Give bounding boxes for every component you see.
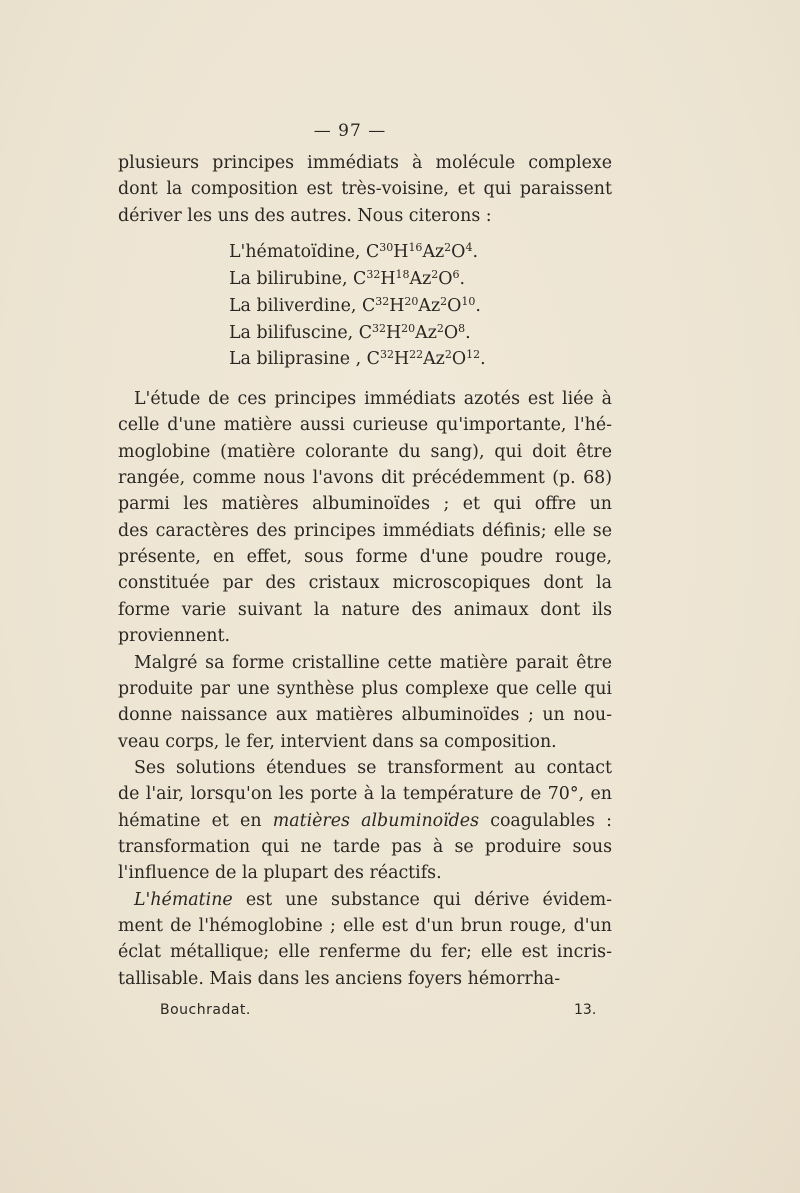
compound-name: La bilifuscine, [229,323,359,343]
text-line: moglobine (matière colorante du sang), qui doit être [118,442,612,462]
formula-line: L'hématoïdine, $C^{30}H^{16}Az^2O^4$. [229,241,478,262]
text-line: l'influence de la plupart des réactifs. [118,863,442,883]
text-line: ment de l'hémoglobine ; elle est d'un brun rouge, d'un [118,916,612,936]
text-line: présente, en effet, sous forme d'une poudre rouge, [118,547,612,567]
compound-name: La biliprasine , [229,349,367,369]
text-line: hématine et en matières albuminoïdes coagulables : [118,811,613,831]
formula-line: La bilirubine, $C^{32}H^{18}Az^2O^6$. [229,268,466,289]
text-line: celle d'une matière aussi curieuse qu'importante, l'hé- [118,415,612,435]
text-line: de l'air, lorsqu'on les porte à la température de 70°, en [118,784,612,804]
text-line: constituée par des cristaux microscopiques dont la [118,573,612,593]
text-line: L'hématine est une substance qui dérive évidem- [134,890,612,910]
footer-signature-mark: 13. [574,1002,597,1018]
text-line: dont la composition est très-voisine, et qui paraissent [118,179,612,199]
text-line: rangée, comme nous l'avons dit précédemment (p. 68) [118,468,612,488]
text-line: tallisable. Mais dans les anciens foyers hémorrha- [118,969,561,989]
text-line: proviennent. [118,626,231,646]
text-line: veau corps, le fer, intervient dans sa composition. [118,732,557,752]
text-line: dériver les uns des autres. Nous citerons : [118,206,492,226]
text-line: L'étude de ces principes immédiats azotés est liée à [134,389,612,409]
text-line: forme varie suivant la nature des animaux dont ils [118,600,612,620]
text-line: parmi les matières albuminoïdes ; et qui offre un [118,494,612,514]
page-number: — 97 — [313,121,387,141]
formula-line: La biliprasine , $C^{32}H^{22}Az^2O^{12}$. [229,348,486,369]
text-line: éclat métallique; elle renferme du fer; elle est incris- [118,942,612,962]
text-line: Malgré sa forme cristalline cette matière parait être [134,653,612,673]
text-line: transformation qui ne tarde pas à se produire sous [118,837,612,857]
text-line: donne naissance aux matières albuminoïdes ; un nou- [118,705,612,725]
compound-name: L'hématoïdine, [229,242,366,262]
formula-line: La biliverdine, $C^{32}H^{20}Az^2O^{10}$. [229,295,481,316]
footer-author: Bouchradat. [160,1002,251,1018]
compound-name: La biliverdine, [229,296,362,316]
text-line: des caractères des principes immédiats définis; elle se [118,521,612,541]
text-line: produite par une synthèse plus complexe que celle qui [118,679,612,699]
text-line: plusieurs principes immédiats à molécule complexe [118,153,612,173]
text-line: Ses solutions étendues se transforment au contact [134,758,612,778]
formula-line: La bilifuscine, $C^{32}H^{20}Az^2O^8$. [229,322,471,343]
compound-name: La bilirubine, [229,269,354,289]
